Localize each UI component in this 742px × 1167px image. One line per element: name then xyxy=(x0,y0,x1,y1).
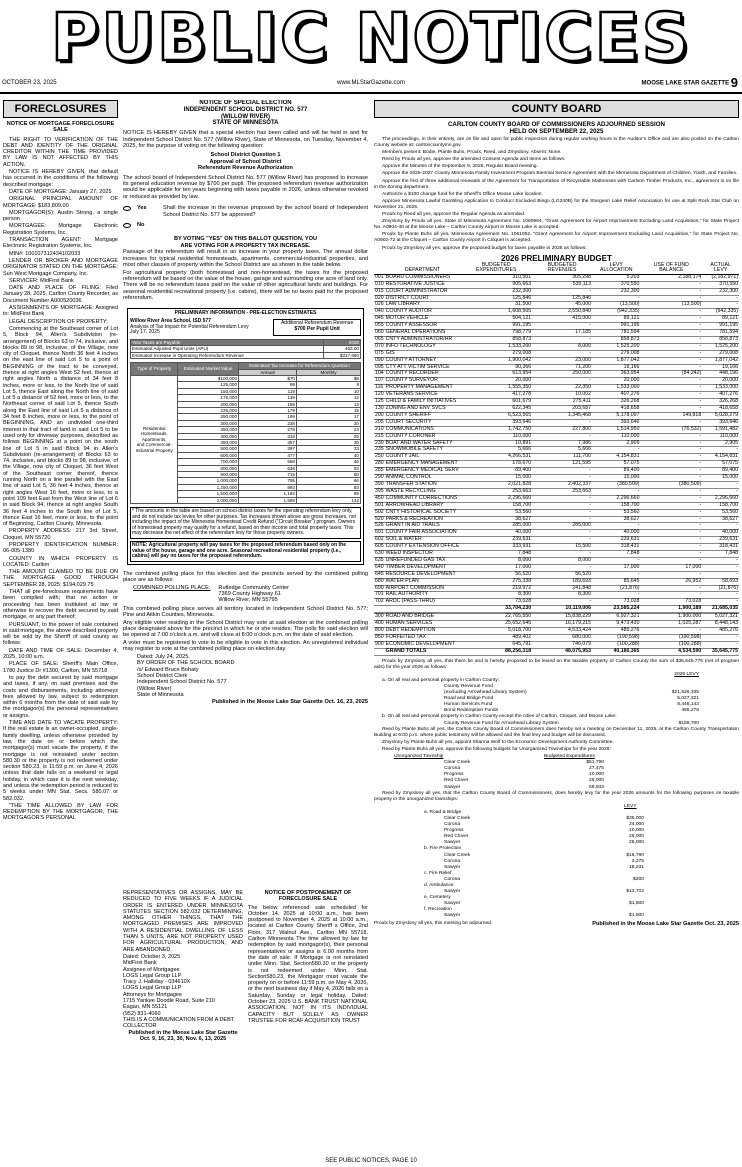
foreclosure-paragraph: SERVICER: MidFirst Bank xyxy=(9,277,74,284)
reed-paragraph: Reed by Plante Buhs all yes, the Carlton County Board of Commissioners does hereby set a meeting on December 11, 2025, at the Carlton County Transportation Building at 6:00 p.m. where public testimony will be allowed and the final levy and budget will be discussed. xyxy=(374,726,739,738)
levy2-category: a. Road & Bridge xyxy=(424,809,462,815)
budget-row: 635 UNREFUNDED GAS TAX 8,000 8,000 - - - xyxy=(375,556,738,563)
reps-line: Tracy J. Halliday - 034610X xyxy=(123,979,191,986)
foreclosure-notice-title: NOTICE OF MORTGAGE FORECLOSURE SALE xyxy=(6,121,115,134)
levy2-row: Progress 10,000 xyxy=(444,828,644,834)
unorg-row: Clear Creek $51,790 xyxy=(444,760,604,766)
postponement-column xyxy=(248,890,368,1152)
budget-row: 702 ARDC (PASS-THRU) 73,028 - 73,028 73,028 - xyxy=(375,598,738,605)
budget-row: 015 COURT ADMINISTRATOR 232,300 - 232,300 - 232,300 xyxy=(375,287,738,294)
budget-row: 520 PARKS & RECREATION 38,627 - 38,627 - 38,627 xyxy=(375,515,738,522)
levy2-row: Red Clover 25,000 xyxy=(444,834,644,840)
budget-row: 107 COUNTY SURVEYOR 20,000 - 20,000 - 20,000 xyxy=(375,377,738,384)
tax-warning: BY VOTING "YES" ON THIS BALLOT QUESTION, YOU ARE VOTING FOR A PROPERTY TAX INCREASE. xyxy=(173,236,318,249)
postponement-text: The below referenced sale scheduled for October 14, 2025 at 10:00 a.m., has been postponed to November 4, 2025 at 10:00 a.m., located at Carlton County Sheriff s Office, 2nd Floor, 317 Walnut Ave., Carlton MN 55718. Carlton Minnesota The time allowed by law for redemption by said mortgagor(s), their personal representatives or assigns is 6.00 months from the date of sale. If Mortgage is not reinstated under Minn. Stat. Section580.30 or the property is not redeemed under Minn. Stat. Section580.23, the Mortgagor must vacate the property on or before 11:59 p.m. on May 4, 2026, or the next business day if May 4, 2026 falls on a Saturday, Sunday or legal holiday. Dated: October 23, 2025 U.S. BANK TRUST NATIONAL ASSOCIATION, NOT IN ITS INDIVIDUAL CAPACITY BUT SOLELY AS OWNER TRUSTEE FOR RCAF ACQUISITION TRUST xyxy=(248,904,368,1024)
reps-line: LOGS Legal Group LLP xyxy=(123,972,182,979)
reps-line: Attorneys for Mortgagee xyxy=(123,991,183,998)
reps-line: Dated: October 3, 2025 xyxy=(123,953,181,960)
minutes-paragraph: Approve the 2026-2027 County Minnesota Family Investment Program Biennial Service Agreement with the Minnesota Department of Children, Youth, and Families. xyxy=(382,171,738,177)
unorg-row: Sawyer 59,933 xyxy=(444,784,604,790)
minutes-paragraph: Proulx by Reed all yes, approve the Regular Agenda as amended. xyxy=(382,212,526,218)
budget-row: 010 RESTORATIVE JUSTICE 905,663 535,113 370,550 - 370,550 xyxy=(375,280,738,287)
budget-row: 850 FORFEITED TAX 489,402 680,000 (190,598) (190,598) - xyxy=(375,633,738,640)
budget-row: 640 TIMBER DEVELOPMENT 17,000 - 17,000 17,000 - xyxy=(375,563,738,570)
foreclosure-paragraph: MIN#: 100107312434102033 xyxy=(9,250,81,257)
foreclosure-text xyxy=(3,137,118,822)
budget-row: 026 LAW LIBRARY 31,500 45,000 (13,500) (13,500) - xyxy=(375,301,738,308)
unorg-row: Red Clover 25,000 xyxy=(444,778,604,784)
county-board-heading: COUNTY BOARD xyxy=(374,100,739,118)
levy-a: a. On all real and personal property in Carlton County: xyxy=(382,677,500,683)
budget-row: 501 ARROWHEAD LIBRARY 158,700 - 158,700 - 158,700 xyxy=(375,501,738,508)
reps-line: Assignee of Mortgagee xyxy=(123,966,180,973)
serves-text: This combined polling place serves all territory located in Independent School District No. 577; Pine and Aitkin Counties, Minnesota. xyxy=(123,605,368,619)
foreclosure-paragraph: COUNTY IN WHICH PROPERTY IS LOCATED: Carlton xyxy=(3,555,118,568)
budget-row: 250 COUNTY JAIL 4,266,531 111,700 4,154,831 - 4,154,831 xyxy=(375,453,738,460)
foreclosure-paragraph: DATE AND TIME OF SALE: December 4, 2025, 10:00 a.m. xyxy=(3,647,118,661)
budget-row: 120 VETERANS SERVICE 417,278 10,002 407,276 - 407,276 xyxy=(375,391,738,398)
budget-row: 285 EMERGENCY MEDICAL SERV 89,400 - 89,400 - 89,400 xyxy=(375,467,738,474)
foreclosure-paragraph: PURSUANT, to the power of sale contained in said mortgage, the above described property will be sold by the Sheriff of said county as follows: xyxy=(3,621,118,647)
budget-table: DEPARTMENT BUDGETED EXPENDITURES BUDGETED REVENUES LEVY ALLOCATION USE OF FUND BALANCE ACTUAL LEVY 001 BOARD COMMISSIONERS 310,501 305,298 5,203 2,188,174 (2,182,971) 010 RESTORATIVE JUSTICE 905,663 535,113 370,550 - 370,550 015 COURT ADMINISTRATOR 232,300 - 232,300 - 232,300 020 DISTRICT COURT 125,846 125,846 - - - 026 LAW LIBRARY 31,500 45,000 (13,500) (13,500) - 040 COUNTY AUDITOR 1,608,505 2,550,840 (942,335) - (942,335) 045 MOTOR VEHICLE 504,121 415,000 89,121 - 89,121 055 COUNTY ASSESSOR 991,195 - 991,195 - 991,195 060 GENERAL OPERATIONS 798,779 17,185 781,594 - 781,594 065 CNTY ADMINISTRATOR/HR 858,873 - 858,873 - 858,873 070 INFO TECHNOLOGY 1,533,200 8,000 1,525,200 - 1,525,200 075 GIS 279,008 - 279,008 - 279,008 090 COUNTY ATTORNEY 1,900,042 23,000 1,877,042 - 1,877,042 095 CTY ATT VICTIM SERVICE 90,366 71,200 19,166 - 19,166 104 COUNTY RECORDER 613,954 250,000 363,954 (84,242) 448,196 107 COUNTY SURVEYOR 20,000 - 20,000 - 20,000 116 PROPERTY MANAGEMENT 1,555,350 22,350 1,533,000 - 1,533,000 120 VETERANS SERVICE 417,278 10,002 407,276 - 407,276 125 CHILD & FAMILY INITIATIVES 601,679 275,411 326,268 - 326,268 130 ZONING AND ENV SVCS 622,345 203,687 418,658 - 418,658 200 COUNTY SHERIFF 6,523,565 1,345,468 5,178,097 149,818 5,028,279 205 COURT SECURITY 393,646 - 393,646 - 393,646 210 COMMUNICATIONS 1,742,750 227,800 1,514,950 (76,532) 1,591,482 215 COUNTY CORONER 110,000 - 110,000 - 110,000 230 BOAT AND WATER SAFETY 10,891 7,986 2,905 - 2,905 235 SNOWMOBILE SAFETY 5,666 5,666 - - - 250 COUNTY JAIL 4,266,531 111,700 4,154,831 - 4,154,831 280 EMERGENCY MANAGEMENT 178,670 121,595 57,075 - 57,075 285 EMERGENCY MEDICAL SERV 89,400 - 89,400 - 89,400 290 ANIMAL CONTROL 15,000 - 15,000 - 15,000 390 TRANSFER STATION 2,021,828 2,402,337 (380,509) (380,509) - 395 WASTE RECYCLING 253,663 253,663 - - - 450 COMMUNITY CORRECTIONS 2,296,660 - 2,296,660 - 2,296,660 501 ARROWHEAD LIBRARY 158,700 - 158,700 - 158,700 502 CNTY HISTORICAL SOCIETY 53,560 - 53,560 - 53,560 520 PARKS & RECREATION 38,627 - 38,627 - 38,627 525 GRANT IN AID TRAILS 285,000 285,000 - - - 601 COUNTY FAIR ASSOCIATION 40,000 - 40,000 - 40,000 602 SOIL & WATER 239,631 - 239,631 - 239,631 605 COUNTY EXTENSION OFFICE 333,931 15,500 318,431 - 318,431 630 WEED INSPECTOR 7,848 - 7,848 - 7,848 635 UNREFUNDED GAS TAX 8,000 8,000 - - - 640 TIMBER DEVELOPMENT 17,000 - 17,000 17,000 - 645 RESOURCE DEVELOPMENT 56,520 56,520 - - - 680 WATER PLAN 275,338 189,693 85,645 26,952 58,693 690 AIRPORT COMMISSION 219,972 241,848 (21,876) - (21,876) 701 RAIL AUTHORITY 8,300 8,300 - - - 702 ARDC (PASS-THRU) 73,028 - 73,028 73,028 - 33,704,230 10,119,006 23,585,224 1,900,189 21,685,035 300 ROAD AND BRIDGE 22,765,550 15,838,229 6,927,321 1,900,000 5,027,321 400 HUMAN SERVICES 25,652,645 16,179,215 9,473,430 1,025,287 8,448,143 800 DEBT REDEMPTION 5,018,700 4,533,424 485,276 - 485,276 850 FORFEITED TAX 489,402 680,000 (190,598) (190,598) - 900 ECONOMIC DEVELOPMENT 645,791 746,079 (100,288) (100,288) - GRAND TOTALS 88,256,318 48,075,953 40,180,365 4,534,590 35,645,775 xyxy=(375,261,738,654)
page-number: 9 xyxy=(730,75,738,90)
levy2-category: e. Cemetery xyxy=(424,895,451,901)
reps-line: MidFirst Bank xyxy=(123,960,157,967)
levy2-row: Corona 24,000 xyxy=(444,822,644,828)
register-text: A voter must be registered to vote to be eligible to vote in this election. An unregistered individual may register to vote at the combined polling place on election day. xyxy=(123,639,368,653)
minutes-paragraph: Approve the Minutes of the September 9, 2025, Regular Board meeting. xyxy=(382,164,538,170)
budget-row: 602 SOIL & WATER 239,631 - 239,631 - 239,631 xyxy=(375,536,738,543)
adjourn-line: Proulx by Zmyslony all yes, this meeting be adjourned. Published in the Moose Lake Star Gazette Oct. 23, 2025 xyxy=(374,920,739,927)
budget-row: 630 WEED INSPECTOR 7,848 - 7,848 - 7,848 xyxy=(375,550,738,557)
levy-intro: Proulx by Zmyslony all yes, that there be and is hereby proposed to be levied on the taxable property of Carlton County the sum of $35,645,775 (net of program aids) for the year 2026 as follows: xyxy=(374,658,739,670)
levy2-category: c. Fire Relief xyxy=(424,870,452,876)
budget-row: 075 GIS 279,008 - 279,008 - 279,008 xyxy=(375,349,738,356)
budget-row: 020 DISTRICT COURT 125,846 125,846 - - - xyxy=(375,294,738,301)
tax-row: 600,000 477 40 xyxy=(131,452,361,458)
levy-b: b. On all real and personal property in Carlton County except the cities of Carlton, Cloquet, and Moose Lake: xyxy=(382,714,617,720)
budget-row: 601 COUNTY FAIR ASSOCIATION 40,000 - 40,000 - 40,000 xyxy=(375,529,738,536)
question-heading: School District Question 1 Approval of School District Referendum Revenue Authorization xyxy=(198,152,293,172)
levy2-row: Clear Creek $16,790 xyxy=(444,852,644,858)
foreclosure-paragraph: MORTGAGEE: Mortgage Electronic Registration Systems, Inc. xyxy=(3,223,118,236)
polling-intro: The combined polling place for this election and the precincts served by the combined polling place are as follows: xyxy=(123,570,368,584)
election-signature: Dated: July 24, 2025. BY ORDER OF THE SCHOOL BOARD /s/ Edward Bruce Bohaty School District Clerk Independent School District No. 577 (Willow River) State of Minnesota xyxy=(137,653,235,699)
budget-row: 280 EMERGENCY MANAGEMENT 178,670 121,595 57,075 - 57,075 xyxy=(375,460,738,467)
foreclosure-paragraph: PROPERTY IDENTIFICATION NUMBER: 06-005-1380 xyxy=(3,542,118,555)
foreclosure-paragraph: to pay the debt secured by said mortgage and taxes, if any, on said premises and the costs and disbursements, including attorneys fees allowed by law, subject to redemption within 6 months from the date of said sale by the mortgagor(s) the personal representatives or assigns. xyxy=(3,674,118,719)
budget-title: 2026 PRELIMINARY BUDGET xyxy=(501,253,612,263)
tax-row: 125,000 99 8 xyxy=(131,382,361,388)
budget-row: 645 RESOURCE DEVELOPMENT 56,520 56,520 - - - xyxy=(375,570,738,577)
zmyslony-paragraph: Reed by Zmyslony all yes, that the Carlton County Board of Commissioners, does hereby levy for the year 2026 amounts for the following purposes on taxable property in the unorganized townships: xyxy=(374,790,739,802)
budget-row: 701 RAIL AUTHORITY 8,300 8,300 - - - xyxy=(375,591,738,598)
tax-row: 250,000 199 17 xyxy=(131,414,361,420)
tax-row: 1,500,000 1,192 99 xyxy=(131,491,361,497)
minutes-paragraph: Proulx by Zmyslony all yes, approve the proposed budget for taxes payable in 2026 as follows: xyxy=(382,245,587,251)
reps-line: Eagan, MN 55121 xyxy=(123,1004,168,1011)
foreclosure-paragraph: LEGAL DESCRIPTION OF PROPERTY: xyxy=(9,318,108,325)
levy2-row: Sawyer 18,231 xyxy=(444,864,644,870)
eligible-text: Any eligible voter residing in the School District may vote at said election at the combined polling place designated above for the precinct in which he or she resides. The polls for said election will be opened at 7:00 o'clock a.m. and will close at 8:00 o'clock p.m. on the date of said election. xyxy=(123,619,368,639)
reps-published: Published in the Moose Lake Star Gazette Oct. 9, 16, 23, 30, Nov. 6, 13, 2025 xyxy=(128,1029,238,1042)
tax-row: 400,000 318 26 xyxy=(131,433,361,439)
header-rule xyxy=(0,92,742,94)
tax-row: 500,000 397 33 xyxy=(131,446,361,452)
budget-row: 390 TRANSFER STATION 2,021,828 2,402,337 (380,509) (380,509) - xyxy=(375,480,738,487)
minutes-paragraph: Members present: Bodie, Plante Buhs, Proulx, Reed, and Zmyslony. Absent: None. xyxy=(382,150,562,156)
budget-row: 065 CNTY ADMINISTRATOR/HR 858,873 - 858,873 - 858,873 xyxy=(375,335,738,342)
foreclosure-paragraph: THAT all pre-foreclosure requirements have been complied with; that no action or proceeding has been instituted at law or otherwise to recover the debt secured by said mortgage, or any part thereof; xyxy=(3,589,118,621)
budget-row: 205 COURT SECURITY 393,646 - 393,646 - 393,646 xyxy=(375,418,738,425)
budget-row: 605 COUNTY EXTENSION OFFICE 333,931 15,500 318,431 - 318,431 xyxy=(375,543,738,550)
budget-row: 215 COUNTY CORONER 110,000 - 110,000 - 110,000 xyxy=(375,432,738,439)
levy2-row: Corona $200 xyxy=(444,876,644,882)
foreclosure-paragraph: TIME AND DATE TO VACATE PROPERTY: If the real estate is an owner-occupied, single-family dwelling, unless otherwise provided by law, the date on or before which the mortgagor(s) must vacate the property, if the mortgage is not reinstated under section 580.30 or the property is not redeemed under section 580.23, is 11:59 p.m. on June 4, 2026 unless that date falls on a weekend or legal holiday, in which case it is the next weekday, and unless the redemption period is reduced to 5 weeks under MN Stat. Secs. 580.07 or 582.032. xyxy=(3,720,118,802)
agri-text: For agricultural property (both homestead and non-homestead, the taxes for the proposed referendum will be based on the value of the house, garage and surrounding one acre of land only. There will be no referendum taxes paid on the value of other agricultural lands and buildings. For seasonal residential recreational property (i.e. cabins), there will be no taxes paid for the proposed referendum. xyxy=(123,269,368,302)
minutes-paragraph: Reed by Proulx all yes, approve the amended Consent Agenda and items as follows: xyxy=(382,157,566,163)
county-title: CARLTON COUNTY BOARD OF COMMISSIONERS ADJOURNED SESSION xyxy=(447,121,666,128)
tax-row: 800,000 636 53 xyxy=(131,465,361,471)
yes-label: Yes xyxy=(137,205,147,212)
issue-date: OCTOBER 23, 2025 xyxy=(2,80,57,86)
budget-row: 300 ROAD AND BRIDGE 22,765,550 15,838,229 6,927,321 1,900,000 5,027,321 xyxy=(375,613,738,620)
election-published: Published in the Moose Lake Star Gazette Oct. 16, 23, 2025 xyxy=(211,698,368,705)
mortgage-continuation xyxy=(123,890,243,1152)
paper-name: MOOSE LAKE STAR GAZETTE xyxy=(641,80,730,87)
foreclosure-paragraph: "THE TIME ALLOWED BY LAW FOR REDEMPTION BY THE MORTGAGOR, THE MORTGAGOR'S PERSONAL xyxy=(3,802,118,822)
zmyslony-paragraph: Zmyslony by Plante Buhs all yes, appoint Shanna Wolf to the Economic Development Authority Committee. xyxy=(382,739,614,745)
budget-row: 116 PROPERTY MANAGEMENT 1,555,350 22,350 1,533,000 - 1,533,000 xyxy=(375,384,738,391)
minutes-paragraph: Approve the first of three additional renewals of the Agreement for Transportation of Recyclable Mattresses with Carlson Timber Products, Inc., agreement is on file in the Zoning department. xyxy=(374,178,739,190)
levy2-row: Sawyer 25,000 xyxy=(444,840,644,846)
foreclosure-paragraph: THE AMOUNT CLAIMED TO BE DUE ON THE MORTGAGE GOOD THROUGH SEPTEMBER 28, 2025: $194,029.75 xyxy=(3,569,118,588)
budget-row: 200 COUNTY SHERIFF 6,523,565 1,345,468 5,178,097 149,818 5,028,279 xyxy=(375,411,738,418)
tax-impact-table: Type of Property Estimated Market Value Estimated Tax Increase for Referendum Question Annual Monthly Residential Homesteads, Apartments, and Commercial- Industrial Property $100,000 $70 $6 125,000 99 8 150,000 119 10 175,000 139 12 200,000 159 13 225,000 179 15 250,000 199 17 300,000 238 20 350,000 278 23 400,000 318 26 450,000 357 30 500,000 397 33 600,000 477 40 700,000 556 46 800,000 636 53 900,000 715 60 1,000,000 795 66 1,250,000 993 83 1,500,000 1,192 99 2,000,000 1,589 132 xyxy=(130,362,361,504)
foreclosure-paragraph: NOTICE IS HEREBY GIVEN, that default has occurred in the conditions of the following described mortgage: xyxy=(3,169,118,188)
levy2-row: Clear Creek $35,000 xyxy=(444,815,644,821)
budget-row: 045 MOTOR VEHICLE 504,121 415,000 89,121 - 89,121 xyxy=(375,315,738,322)
unorg-header: Unorganized Township Budgeted Expenditures xyxy=(394,754,595,760)
reps-line: THIS IS A COMMUNICATION FROM A DEBT COLLECTOR xyxy=(123,1016,235,1030)
foreclosure-paragraph: Commencing at the Southeast corner of Lot 5, Block 94, Allen's Subdivision (re-arrangement) of Blocks 63 to 74, inclusive, and blocks 89 to 98, inclusive, of the Village, now city of Cloquet, thence North 36 feet 4 inches on the east line of said Lot 5 to a point of BEGINNING of the tract to be conveyed, thence at right angles West 52 feet, thence at right angles North a distance of 34 feet 8 inches, more or less, to the North line of said Lot 5, thence East along the North line of said Lot 5 a distance of 52 feet, more or less, to the Northeast corner of said Lot 5, thence South along the East line of said Lot 5 a distance of 34 feet 8 inches, more or less, to the point of BEGINNING, AND an undivided one-third interest in that tract of land in said Lot 5 to be used only for driveway purposes, described as follows BEGINNING at a point on the south line of Lot 5 in said Block 94 in Allen's Subdivision (re-arrangement) of Blocks 63 to 74, inclusive, and blocks 89 to 98, inclusive, of the Village, now city of Cloquet, 36 feet West of the Southeast corner thereof, thence running North on a line parallel with the East line of said Lot 5, 36 feet 4 inches, thence at right angles West 16 feet, more or less, to a point 109 feet East from the West line of Lot 6 in said Block 94, thence at right angles South 36 feet 4 inches to the South line of Lot 5, thence East 16 feet, more or less, to the point of Beginning, Carlton County, Minnesota xyxy=(3,325,118,528)
levy2-row: Sawyer $1,500 xyxy=(444,913,644,919)
tax-row: 200,000 159 13 xyxy=(131,401,361,407)
reps-text: REPRESENTATIVES OR ASSIGNS, MAY BE REDUCED TO FIVE WEEKS IF A JUDICIAL ORDER IS ENTERED UNDER MINNESOTA STATUTES SECTION 582.032 DETERMINING, AMONG OTHER THINGS, THAT THE MORTGAGED PREMISES ARE IMPROVED WITH A RESIDENTIAL DWELLING OF LESS THAN 5 UNITS, ARE NOT PROPERTY USED FOR AGRICULTURAL PRODUCTION, AND ARE ABANDONED. xyxy=(123,890,243,953)
yes-oval[interactable] xyxy=(123,206,131,211)
levy-line: County Revenue Fund xyxy=(444,684,493,689)
minutes-paragraph: Authorize a $100 change fund for the Sheriff's Office Moose Lake location. xyxy=(382,191,543,197)
reed-paragraph: Reed by Plante Buhs all yes, approve the following budgets for Unorganized Townships for the year 2026: xyxy=(382,746,611,752)
tax-row: 1,250,000 993 83 xyxy=(131,484,361,490)
levy-line: Human Services Fund 8,448,143 xyxy=(444,702,699,708)
no-oval[interactable] xyxy=(123,223,131,228)
foreclosure-paragraph: PLACE OF SALE: Sheriff's Main Office, 1780 Justice Dr #1300, Carlton, MN 55718 xyxy=(3,661,118,674)
levy2-row: Corona 3,275 xyxy=(444,858,644,864)
unorg-row: Progress 10,000 xyxy=(444,772,604,778)
levy-line: Bond Redemption Funds 485,276 xyxy=(444,708,699,714)
tax-row: 150,000 119 10 xyxy=(131,388,361,394)
budget-row: 001 BOARD COMMISSIONERS 310,501 305,298 5,203 2,188,174 (2,182,971) xyxy=(375,273,738,280)
foreclosures-column xyxy=(3,100,118,1152)
tax-impact-box: PRELIMINARY INFORMATION - PRE-ELECTION ESTIMATES Willow River Area School, ISD 577 Analysis of Tax Impact for Potential Referendum Levy July 17, 2025 Additional Referendum Revenue $700 Per Pupil Unit Year Taxes are Payable 2026 Estimated Adjusted Pupil Units (APU) 453.00 Estimated Increase in Operating Referendum Revenue $317,660 Type of Property Estimated Market Value Estimated Tax Increase for Referendum Question Annual Monthly Residential Homesteads, Apartments, and Commercial- Industrial Property $100,000 $70 $6 125,000 99 8 150,000 119 10 175,000 139 12 200,000 159 13 225,000 179 15 250,000 199 17 300,000 238 20 350,000 278 23 400,000 318 26 450,000 357 30 500,000 397 33 600,000 477 40 700,000 556 46 800,000 636 53 900,000 715 60 1,000,000 795 66 1,250,000 993 83 1,500,000 1,192 99 2,000,000 1,589 132 * The amounts in the table are based on school district taxes for the operating referendum levy only, and do not include tax levies for other purposes. Tax increases shown above are gross increases, not including the impact of the Minnesota Homestead Credit Refund ("Circuit Breaker") program. Owners of homestead property may qualify for a refund, based on their income and total property taxes. This may decrease the net effect of the referendum levy for those property owners. NOTE: Agricultural property will pay taxes for the proposed referendum based only on the value of the house, garage and one acre. Seasonal recreational residential property (i.e., cabins) will pay no taxes for the proposed referendum. xyxy=(127,308,364,565)
foreclosures-heading: FORECLOSURES xyxy=(3,100,118,118)
budget-row: 230 BOAT AND WATER SAFETY 10,891 7,986 2,905 - 2,905 xyxy=(375,439,738,446)
budget-row: 450 COMMUNITY CORRECTIONS 2,296,660 - 2,296,660 - 2,296,660 xyxy=(375,494,738,501)
foreclosure-paragraph: MORTGAGOR(S): Austin Strong, a single person xyxy=(3,209,118,223)
foreclosure-paragraph: THE RIGHT TO VERIFICATION OF THE DEBT AND IDENTITY OF THE ORIGINAL CREDITOR WITHIN THE TIME PROVIDED BY LAW IS NOT AFFECTED BY THIS ACTION. xyxy=(3,136,118,168)
levy-header: 2026 LEVY xyxy=(674,671,699,677)
reps-line: LOGS Legal Group LLP xyxy=(123,985,182,992)
budget-row: 095 CTY ATT VICTIM SERVICE 90,366 71,200 19,166 - 19,166 xyxy=(375,363,738,370)
tax-row: 350,000 278 23 xyxy=(131,427,361,433)
minutes-paragraph: Approve Minnesota Lawful Gambling Application to Conduct Excluded Bingo (LG240B) for the Sturgeon Lake Relief Association for use at Split Rock Star Club on November 21, 2025. xyxy=(374,198,739,210)
unorg-row: Corona 27,475 xyxy=(444,766,604,772)
budget-row: 290 ANIMAL CONTROL 15,000 - 15,000 - 15,000 xyxy=(375,474,738,481)
budget-row: 800 DEBT REDEMPTION 5,018,700 4,533,424 485,276 - 485,276 xyxy=(375,627,738,633)
foreclosure-paragraph: ORIGINAL PRINCIPAL AMOUNT OF MORTGAGE: $183,809.00 xyxy=(3,196,118,209)
budget-row: 33,704,230 10,119,006 23,585,224 1,900,189 21,685,035 xyxy=(374,606,739,613)
minutes-paragraph: Proulx by Plante Buhs all yes, Minnesota Agreement No. 1061092, "Grant Agreement for Airport Improvement Excluding Land Acquisition," for State Project No. A0902-72 at the Cloquet – Carlton County Airport in Cloquet is accepted. xyxy=(374,232,739,244)
levy2-row: Sawyer $1,500 xyxy=(444,901,644,907)
budget-row: 400 HUMAN SERVICES 25,652,645 16,179,215 9,473,430 1,025,287 8,448,143 xyxy=(375,620,738,627)
passage-text: Passage of this referendum will result in an increase in your property taxes. The annual dollar increases for typical residential homesteads, apartments, commercial-industrial properties, and most other classes of property within the School District are as shown in the table below. xyxy=(123,249,368,269)
foreclosure-paragraph: DATE OF MORTGAGE: January 27, 2025 xyxy=(9,188,112,195)
budget-row: 130 ZONING AND ENV SVCS 622,345 203,687 418,658 - 418,658 xyxy=(375,405,738,411)
see-more-footer[interactable]: SEE PUBLIC NOTICES, PAGE 10 xyxy=(325,1158,417,1164)
reps-line: 1715 Yankee Doodle Road, Suite 210 xyxy=(123,998,215,1005)
foreclosure-paragraph: PROPERTY ADDRESS: 217 3rd Street, Cloquet, MN 55720 xyxy=(3,528,118,541)
postponement-title: NOTICE OF POSTPONEMENT OF FORECLOSURE SALE xyxy=(264,890,352,903)
tax-row: 450,000 357 30 xyxy=(131,440,361,446)
budget-row: 070 INFO TECHNOLOGY 1,533,200 8,000 1,525,200 - 1,525,200 xyxy=(375,342,738,349)
levy-section xyxy=(374,659,739,927)
budget-row: GRAND TOTALS 88,256,318 48,075,953 40,180,365 4,534,590 35,645,775 xyxy=(374,648,739,655)
levy-line: (excluding Arrowhead Library System) $21,526,335 xyxy=(444,690,699,696)
budget-row: 900 ECONOMIC DEVELOPMENT 645,791 746,079 (100,288) (100,288) - xyxy=(375,640,738,647)
election-intro: NOTICE IS HEREBY GIVEN that a special election has been called and will be held in and for Independent School District No. 577 (Willow River), State of Minnesota, on Tuesday, November 4, 2025, for the purpose of voting on the following question: xyxy=(123,130,368,149)
county-minutes xyxy=(374,137,739,252)
tax-row: 2,000,000 1,589 132 xyxy=(131,497,361,503)
foreclosure-paragraph: TRANSACTION AGENT: Mortgage Electronic Registration Systems, Inc. xyxy=(3,237,118,250)
reps-line: (952) 831-4060 xyxy=(123,1010,161,1017)
county-subtitle: HELD ON SEPTEMBER 22, 2025 xyxy=(509,128,604,135)
foreclosure-paragraph: LENDER OR BROKER AND MORTGAGE ORIGINATOR STATED ON THE MORTGAGE: Sun West Mortgage Company, Inc. xyxy=(3,257,118,277)
budget-row: 055 COUNTY ASSESSOR 991,195 - 991,195 - 991,195 xyxy=(375,322,738,329)
question-text: The school board of Independent School District No. 577 (Willow River) has proposed to increase its general education revenue by $700 per pupil. The proposed referendum revenue authorization would be applicable for ten years beginning with taxes payable in 2026, unless otherwise revoked or reduced as provided by law. xyxy=(123,174,368,200)
tax-row: 175,000 139 12 xyxy=(131,395,361,401)
levy2-header: LEVY xyxy=(624,803,637,809)
budget-row: 690 AIRPORT COMMISSION 219,972 241,848 (21,876) - (21,876) xyxy=(375,584,738,591)
reps-signature xyxy=(123,954,243,1030)
masthead-title: PUBLIC NOTICES xyxy=(50,0,692,76)
polling-address: Rutledge Community Center 7369 County Highway 61 Willow River, MN 55795 xyxy=(218,584,289,604)
tax-row: 1,000,000 795 66 xyxy=(131,478,361,484)
levy2-category: d. Ambulance xyxy=(424,883,454,888)
foreclosure-paragraph: DATE AND PLACE OF FILING: Filed January 28, 2025, Carlton County Recorder, as Document Number A000520036 xyxy=(3,285,118,304)
budget-row: 525 GRANT IN AID TRAILS 285,000 285,000 - - - xyxy=(375,522,738,529)
budget-row: 090 COUNTY ATTORNEY 1,900,042 23,000 1,877,042 - 1,877,042 xyxy=(375,356,738,363)
minutes-paragraph: The proceedings, in their entirety, are on file and open for public inspection during regular working hours in the Auditor's Office and are also posted on the Carlton County website at: carltoncountymn.gov xyxy=(374,137,739,149)
folio-bar xyxy=(0,76,742,90)
budget-row: 502 CNTY HISTORICAL SOCIETY 53,560 - 53,560 - 53,560 xyxy=(375,508,738,515)
tax-row: Residential Homesteads, Apartments, and Commercial- Industrial Property $100,000 $70 $6 xyxy=(131,375,361,381)
no-label: No xyxy=(137,222,145,229)
budget-row: 235 SNOWMOBILE SAFETY 5,666 5,666 - - - xyxy=(375,446,738,453)
polling-label: COMBINED POLLING PLACE: xyxy=(133,584,211,591)
foreclosure-paragraph: ASSIGNMENTS OF MORTGAGE: Assigned to: MidFirst Bank xyxy=(3,305,118,318)
levy2-category: b. Fire Protection xyxy=(424,846,462,852)
county-published: Published in the Moose Lake Star Gazette Oct. 23, 2025 xyxy=(592,920,739,927)
tax-row: 700,000 556 46 xyxy=(131,459,361,465)
county-board-column xyxy=(374,100,739,1152)
budget-row: 125 CHILD & FAMILY INITIATIVES 601,679 275,411 326,268 - 326,268 xyxy=(375,398,738,405)
minutes-paragraph: Zmyslony by Proulx all yes, State of Minnesota Agreement No. 1060994, "Grant Agreement for Airport Improvement Excluding Land Acquisition," for State Project No. A0904-40 at the Moose Lake – Carlton County Airport in Moose Lake is accepted. xyxy=(374,219,739,231)
tax-row: 300,000 238 20 xyxy=(131,420,361,426)
levy-line: County Revenue Fund for Arrowhead Library System $158,700 xyxy=(444,720,699,726)
tax-row: 900,000 715 60 xyxy=(131,472,361,478)
budget-row: 210 COMMUNICATIONS 1,742,750 227,800 1,514,950 (76,532) 1,591,482 xyxy=(375,425,738,432)
tax-row: 225,000 179 15 xyxy=(131,407,361,413)
website-link[interactable]: www.MLStarGazette.com xyxy=(337,80,405,86)
budget-row: 395 WASTE RECYCLING 253,663 253,663 - - - xyxy=(375,487,738,494)
levy-line: Road and Bridge Fund 5,027,321 xyxy=(444,696,699,702)
levy2-row: Sawyer $13,702 xyxy=(444,889,644,895)
budget-row: 040 COUNTY AUDITOR 1,608,505 2,550,840 (942,335) - (942,335) xyxy=(375,308,738,315)
election-title: NOTICE OF SPECIAL ELECTION INDEPENDENT SCHOOL DISTRICT NO. 577 (WILLOW RIVER) STATE OF MINNESOTA xyxy=(183,100,308,127)
budget-row: 060 GENERAL OPERATIONS 798,779 17,185 781,594 - 781,594 xyxy=(375,329,738,336)
election-column xyxy=(123,100,368,873)
yes-question: Shall the increase in the revenue proposed by the school board of Independent School District No. 577 be approved? xyxy=(163,205,368,218)
levy2-category: f. Recreation xyxy=(424,907,452,913)
budget-row: 104 COUNTY RECORDER 613,954 250,000 363,954 (84,242) 448,196 xyxy=(375,370,738,377)
budget-row: 680 WATER PLAN 275,338 189,693 85,645 26,952 58,693 xyxy=(375,577,738,584)
